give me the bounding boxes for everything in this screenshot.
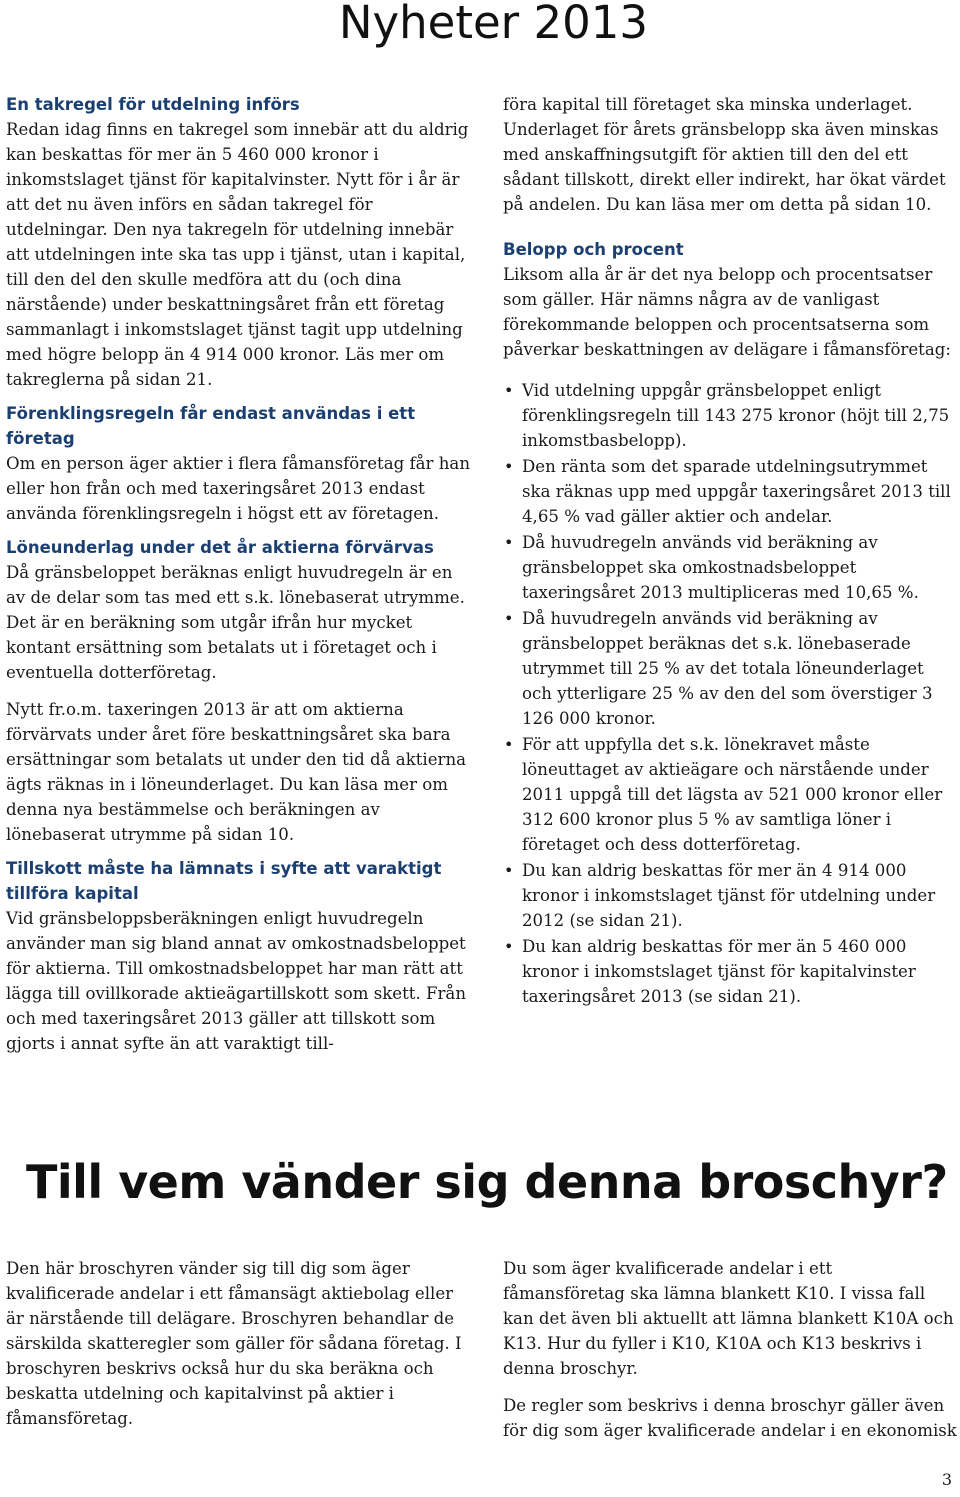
section-heading: En takregel för utdelning införs [6, 95, 300, 114]
broschyr-right-column [503, 1256, 958, 1443]
bullet-icon: • [504, 533, 514, 552]
bullet-icon: • [504, 937, 514, 956]
list-item: • Vid utdelning uppgår gränsbeloppet enligt förenklingsregeln till 143 275 kronor (höjt till 2,75 inkomstbasbelopp). [503, 378, 958, 453]
bullet-icon: • [504, 735, 514, 754]
belopp-intro: Liksom alla år är det nya belopp och procentsatser som gäller. Här nämns några av de vanligast förekommande beloppen och procentsatserna som påverkar beskattningen av delägare i fåmansföretag: [503, 265, 951, 359]
section-paragraph: Då gränsbeloppet beräknas enligt huvudregeln är en av de delar som tas med ett s.k. lönebaserat utrymme. Det är en beräkning som utgår ifrån hur mycket kontant ersättning som betalats ut i företaget och i eventuella dotterföretag. [6, 563, 465, 682]
list-item: • Den ränta som det sparade utdelningsutrymmet ska räknas upp med uppgår taxeringsåret 2013 till 4,65 % vad gäller aktier och andelar. [503, 454, 958, 529]
section-paragraph: Vid gränsbeloppsberäkningen enligt huvudregeln använder man sig bland annat av omkostnadsbeloppet för aktierna. Till omkostnadsbeloppet har man rätt att lägga till ovillkorade aktieägartillskott som skett. Från och med taxeringsåret 2013 gäller att tillskott som gjorts i annat syfte än att varaktigt till- [6, 909, 467, 1053]
page-title: Nyheter 2013 [338, 0, 648, 49]
continuation-paragraph: föra kapital till företaget ska minska underlaget. Underlaget för årets gränsbelopp ska även minskas med anskaffningsutgift för aktien till den del ett sådant tillskott, direkt eller indirekt, har ökat värdet på andelen. Du kan läsa mer om detta på sidan 10. [503, 95, 946, 214]
left-column [6, 92, 471, 1065]
page-number: 3 [941, 1470, 952, 1489]
list-item: • Du kan aldrig beskattas för mer än 4 914 000 kronor i inkomstslaget tjänst för utdelning under 2012 (se sidan 21). [503, 858, 958, 933]
list-item: • För att uppfylla det s.k. lönekravet måste löneuttaget av aktieägare och närstående under 2011 uppgå till det lägsta av 521 000 kronor eller 312 600 kronor plus 5 % av samtliga löner i företaget och dess dotterföretag. [503, 732, 958, 857]
bullet-icon: • [504, 609, 514, 628]
bullet-icon: • [504, 861, 514, 880]
list-item: • Då huvudregeln används vid beräkning av gränsbeloppet beräknas det s.k. lönebaserade utrymmet till 25 % av det totala löneunderlaget och ytterligare 25 % av den del som överstiger 3 126 000 kronor. [503, 606, 958, 731]
section-paragraph: Om en person äger aktier i flera fåmansföretag får han eller hon från och med taxeringsåret 2013 endast använda förenklingsregeln i högst ett av företagen. [6, 454, 471, 523]
list-item: • Då huvudregeln används vid beräkning av gränsbeloppet ska omkostnadsbeloppet taxeringsåret 2013 multipliceras med 10,65 %. [503, 530, 958, 605]
section-takregel [6, 92, 471, 392]
broschyr-paragraph: De regler som beskrivs i denna broschyr gäller även för dig som äger kvalificerade andelar i en ekonomisk [503, 1396, 957, 1440]
section-heading: Löneunderlag under det år aktierna förvärvas [6, 538, 434, 557]
section-heading: Tillskott måste ha lämnats i syfte att varaktigt tillföra kapital [6, 859, 442, 903]
list-item: • Du kan aldrig beskattas för mer än 5 460 000 kronor i inkomstslaget tjänst för kapitalvinster taxeringsåret 2013 (se sidan 21). [503, 934, 958, 1009]
broschyr-paragraph: Den här broschyren vänder sig till dig som äger kvalificerade andelar i ett fåmansägt aktiebolag eller är närstående till delägare. Broschyren behandlar de särskilda skatteregler som gäller för sådana företag. I broschyren beskrivs också hur du ska beräkna och beskatta utdelning och kapitalvinst på aktier i fåmansföretag. [6, 1259, 462, 1428]
section-tillskott [6, 856, 471, 1056]
broschyr-paragraph: Du som äger kvalificerade andelar i ett fåmansföretag ska lämna blankett K10. I vissa fall kan det även bli aktuellt att lämna blankett K10A och K13. Hur du fyller i K10, K10A och K13 beskrivs i denna broschyr. [503, 1259, 954, 1378]
section-loneunderlag [6, 535, 471, 847]
bullet-icon: • [504, 457, 514, 476]
section-paragraph: Nytt fr.o.m. taxeringen 2013 är att om aktierna förvärvats under året före beskattningsåret ska bara ersättningar som betalats ut under den tid då aktierna ägts räknas in i löneunderlaget. Du kan läsa mer om denna nya bestämmelse och beräkningen av lönebaserat utrymme på sidan 10. [6, 700, 467, 844]
right-column [503, 92, 958, 1010]
belopp-list [503, 378, 958, 1009]
section-heading-belopp: Belopp och procent [503, 240, 684, 259]
broschyr-left-column [6, 1256, 468, 1431]
section-heading: Förenklingsregeln får endast användas i ett företag [6, 404, 416, 448]
bullet-icon: • [504, 381, 514, 400]
section-paragraph: Redan idag finns en takregel som innebär att du aldrig kan beskattas för mer än 5 460 000 kronor i inkomstslaget tjänst för kapitalvinster. Nytt för i år är att det nu även införs en sådan takregel för utdelningar. Den nya takregeln för utdelning innebär att utdelningen inte ska tas upp i tjänst, utan i kapital, till den del den skulle medföra att du (och dina närstående) under beskattningsåret från ett företag sammanlagt i inkomstslaget tjänst tagit upp utdelning med högre belopp än 4 914 000 kronor. Läs mer om takreglerna på sidan 21. [6, 120, 469, 389]
broschyr-heading: Till vem vänder sig denna broschyr? [26, 1155, 948, 1209]
section-forenklingsregeln [6, 401, 471, 526]
